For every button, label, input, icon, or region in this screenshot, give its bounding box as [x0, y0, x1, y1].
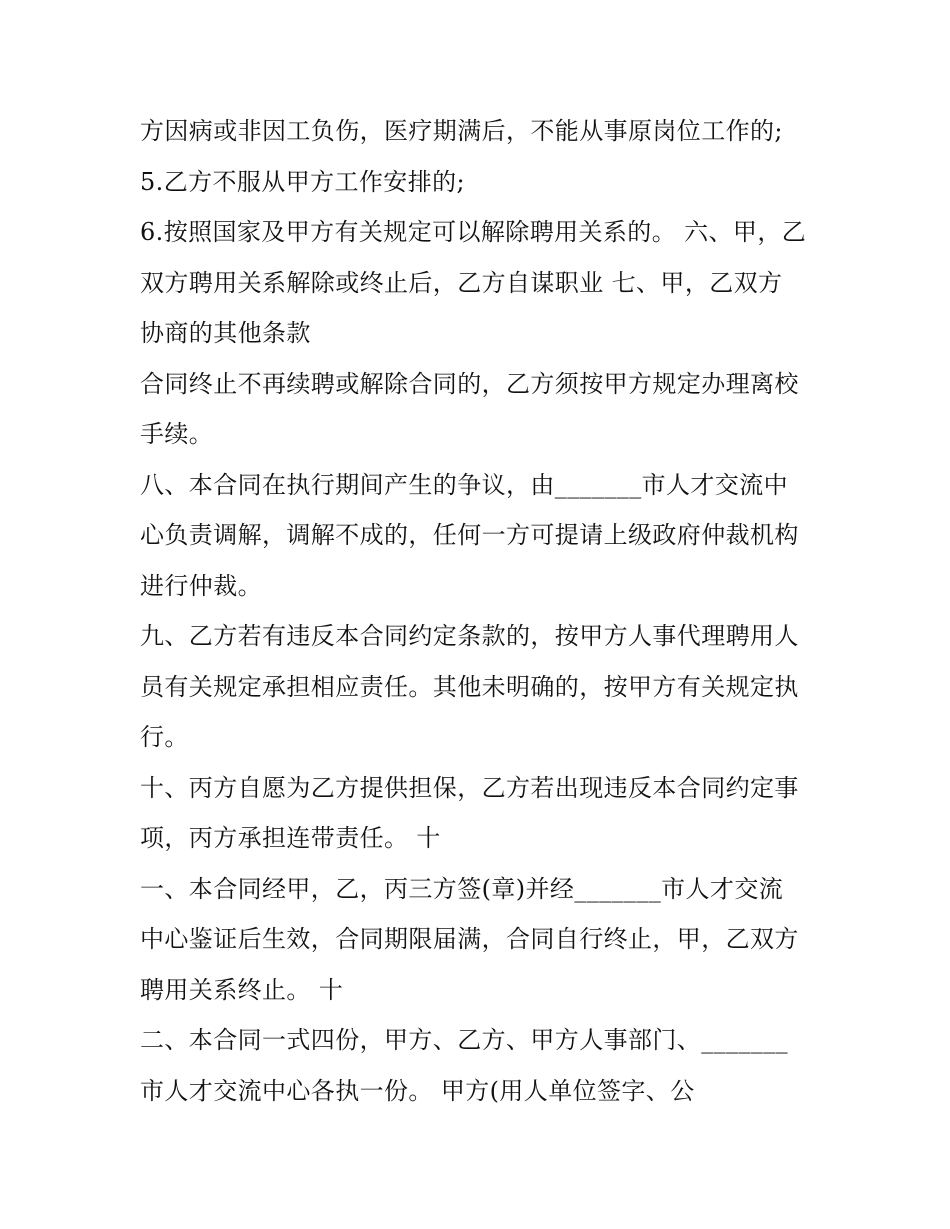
text-line: 行。 — [140, 723, 189, 751]
text-line: 双方聘用关系解除或终止后，乙方自谋职业 七、甲，乙双方 — [140, 268, 783, 297]
text-line: 手续。 — [140, 420, 214, 448]
text-line: 方因病或非因工负伤，医疗期满后，不能从事原岗位工作的; — [140, 117, 783, 145]
text-line: 5.乙方不服从甲方工作安排的; — [140, 167, 465, 196]
text-line: 八、本合同在执行期间产生的争议，由_______市人才交流中 — [140, 470, 788, 499]
text-line: 协商的其他条款 — [140, 319, 311, 347]
text-line: 十、丙方自愿为乙方提供担保，乙方若出现违反本合同约定事 — [140, 773, 799, 802]
text-line: 聘用关系终止。 十 — [140, 975, 344, 1004]
text-line: 项，丙方承担连带责任。 十 — [140, 824, 441, 852]
text-line: 心负责调解，调解不成的，任何一方可提请上级政府仲裁机构 — [140, 521, 799, 549]
text-line: 一、本合同经甲，乙，丙三方签(章)并经_______市人才交流 — [140, 874, 784, 903]
text-line: 市人才交流中心各执一份。 甲方(用人单位签字、公 — [140, 1076, 695, 1105]
text-line: 合同终止不再续聘或解除合同的，乙方须按甲方规定办理离校 — [140, 369, 799, 398]
text-line: 员有关规定承担相应责任。其他未明确的，按甲方有关规定执 — [140, 672, 799, 701]
text-line: 中心鉴证后生效，合同期限届满，合同自行终止，甲，乙双方 — [140, 925, 799, 953]
text-line: 九、乙方若有违反本合同约定条款的，按甲方人事代理聘用人 — [140, 622, 799, 650]
text-line: 6.按照国家及甲方有关规定可以解除聘用关系的。 六、甲，乙 — [140, 218, 807, 246]
text-line: 进行仲裁。 — [140, 571, 262, 600]
document-body — [140, 106, 820, 1116]
text-line: 二、本合同一式四份，甲方、乙方、甲方人事部门、_______ — [140, 1026, 788, 1054]
